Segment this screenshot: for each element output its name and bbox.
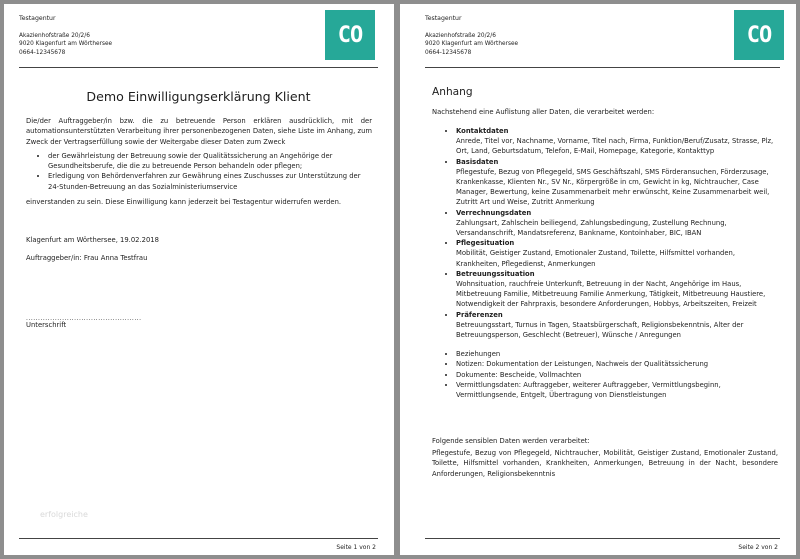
data-category xyxy=(456,269,780,310)
header-address xyxy=(19,32,112,57)
consent-body xyxy=(26,116,372,207)
data-category xyxy=(456,310,780,341)
header-phone: 0664-12345678 xyxy=(19,49,66,56)
annex-intro: Nachstehend eine Auflistung aller Daten, die verarbeitet werden: xyxy=(432,108,655,116)
data-category xyxy=(456,208,780,239)
data-category xyxy=(456,157,780,208)
signature-label: Unterschrift xyxy=(26,321,67,329)
category-items: Pflegestufe, Bezug von Pflegegeld, SMS Geschäftszahl, SMS Förderansuchen, Förderzusage, Krankenkasse, Klienten Nr., SV Nr., Körpergröße in cm, Gewicht in kg, Nichtraucher, Case Manager, Bewertung, keine Zusammenarbeit mehr erwünscht, Keine Zusammenarbeit weil, Zutritt Art und Weise, Zutritt Anmerkung xyxy=(456,167,770,207)
header-divider xyxy=(425,67,780,68)
header-street: Akazienhofstraße 20/2/6 xyxy=(19,33,90,39)
watermark: erfolgreiche xyxy=(40,510,88,519)
header-company-name: Testagentur xyxy=(19,15,56,22)
purpose-item: • der Gewährleistung der Betreuung sowie der Qualitätssicherung an Angehörige der Gesundheitsberufe, die die zu betreuende Person behandeln oder pflegen; xyxy=(48,151,372,172)
header-company-name: Testagentur xyxy=(425,15,462,22)
sensitive-data-list: Pflegestufe, Bezug von Pflegegeld, Nichtraucher, Mobilität, Geistiger Zustand, Emotionaler Zustand, Toilette, Hilfsmittel vorhanden, Krankheiten, Anmerkungen, Betreuung in der Nacht, besondere Anforderungen, Religionsbekenntnis xyxy=(432,449,778,478)
place-and-date: Klagenfurt am Wörthersee, 19.02.2018 xyxy=(26,236,159,244)
category-name: Verrechnungsdaten xyxy=(456,208,532,217)
footer-divider xyxy=(425,538,780,539)
data-category-section xyxy=(434,126,780,400)
other-data-item: • Vermittlungsdaten: Auftraggeber, weiterer Auftraggeber, Vermittlungsbeginn, Vermittlungsende, Entgelt, Übertragung von Dienstleistungen xyxy=(456,380,780,400)
category-name: Basisdaten xyxy=(456,157,499,166)
other-data-item: • Dokumente: Bescheide, Vollmachten xyxy=(456,370,780,380)
header-address xyxy=(425,32,518,57)
header-city: 9020 Klagenfurt am Wörthersee xyxy=(19,41,113,48)
data-category xyxy=(456,126,780,157)
other-data-list xyxy=(434,349,780,400)
category-name: Präferenzen xyxy=(456,310,503,319)
client-name: Auftraggeber/in: Frau Anna Testfrau xyxy=(26,254,148,262)
other-data-item: • Notizen: Dokumentation der Leistungen, Nachweis der Qualitätssicherung xyxy=(456,359,780,369)
consent-intro: Die/der Auftraggeber/in bzw. die zu betreuende Person erklären ausdrücklich, mit der automationsunterstützten Verarbeitung ihrer personenbezogenen Daten, siehe Liste im Anhang, zum Zweck der Vertragserfüllung sowie der Weitergabe dieser Daten zum Zweck xyxy=(26,117,372,146)
header-phone: 0664-12345678 xyxy=(425,49,472,56)
header-divider xyxy=(19,67,378,68)
page-number: Seite 2 von 2 xyxy=(738,544,778,551)
header-city: 9020 Klagenfurt am Wörthersee xyxy=(425,41,519,48)
category-items: Wohnsituation, rauchfreie Unterkunft, Betreuung in der Nacht, Angehörige im Haus, Mitbetreuung Familie, Mitbetreuung Familie Anmerkung, Tätigkeit, Mitbetreuung Haustiere, Notwendigkeit der Fahrpraxis, besondere Anforderungen, Hobbys, Arbeitszeiten, Freizeit xyxy=(456,280,766,309)
consent-statement: einverstanden zu sein. Diese Einwilligung kann jederzeit bei Testagentur widerrufen werden. xyxy=(26,198,342,207)
footer-divider xyxy=(19,538,378,539)
category-items: Anrede, Titel vor, Nachname, Vorname, Titel nach, Firma, Funktion/Beruf/Zusatz, Strasse, Plz, Ort, Land, Geburtsdatum, Telefon, E-Mail, Homepage, Kategorie, Kontakttyp xyxy=(456,137,774,156)
category-name: Betreuungssituation xyxy=(456,269,535,278)
page-number: Seite 1 von 2 xyxy=(336,544,376,551)
annex-title: Anhang xyxy=(432,86,473,98)
document-page-1 xyxy=(4,4,394,555)
other-data-item: • Beziehungen xyxy=(456,349,780,359)
purpose-item: • Erledigung von Behördenverfahren zur Gewährung eines Zuschusses zur Unterstützung der 24-Stunden-Betreuung an das Sozialministeriumservice xyxy=(48,171,372,192)
category-items: Zahlungsart, Zahlschein beiliegend, Zahlungsbedingung, Zustellung Rechnung, Versandanschrift, Mandatsreferenz, Bankname, Kontoinhaber, BIC, IBAN xyxy=(456,218,727,238)
category-items: Betreuungsstart, Turnus in Tagen, Staatsbürgerschaft, Religionsbekenntnis, Alter der Betreuungsperson, Geschlecht (Betreuer), Wünsche / Anregungen xyxy=(456,320,744,340)
signature-line: ................................................ xyxy=(26,315,142,322)
purpose-list xyxy=(26,151,372,192)
category-items: Mobilität, Geistiger Zustand, Emotionaler Zustand, Toilette, Hilfsmittel vorhanden, Krankheiten, Pflegedienst, Anmerkungen xyxy=(456,249,735,268)
sensitive-data-intro: Folgende sensiblen Daten werden verarbeitet: xyxy=(432,437,590,445)
company-logo: CO xyxy=(325,10,375,60)
document-page-2 xyxy=(400,4,796,555)
data-category-list xyxy=(434,126,780,340)
company-logo: CO xyxy=(734,10,784,60)
category-name: Kontaktdaten xyxy=(456,127,509,135)
document-title: Demo Einwilligungserklärung Klient xyxy=(86,89,311,104)
category-name: Pflegesituation xyxy=(456,239,515,248)
data-category xyxy=(456,238,780,269)
header-street: Akazienhofstraße 20/2/6 xyxy=(425,33,496,39)
